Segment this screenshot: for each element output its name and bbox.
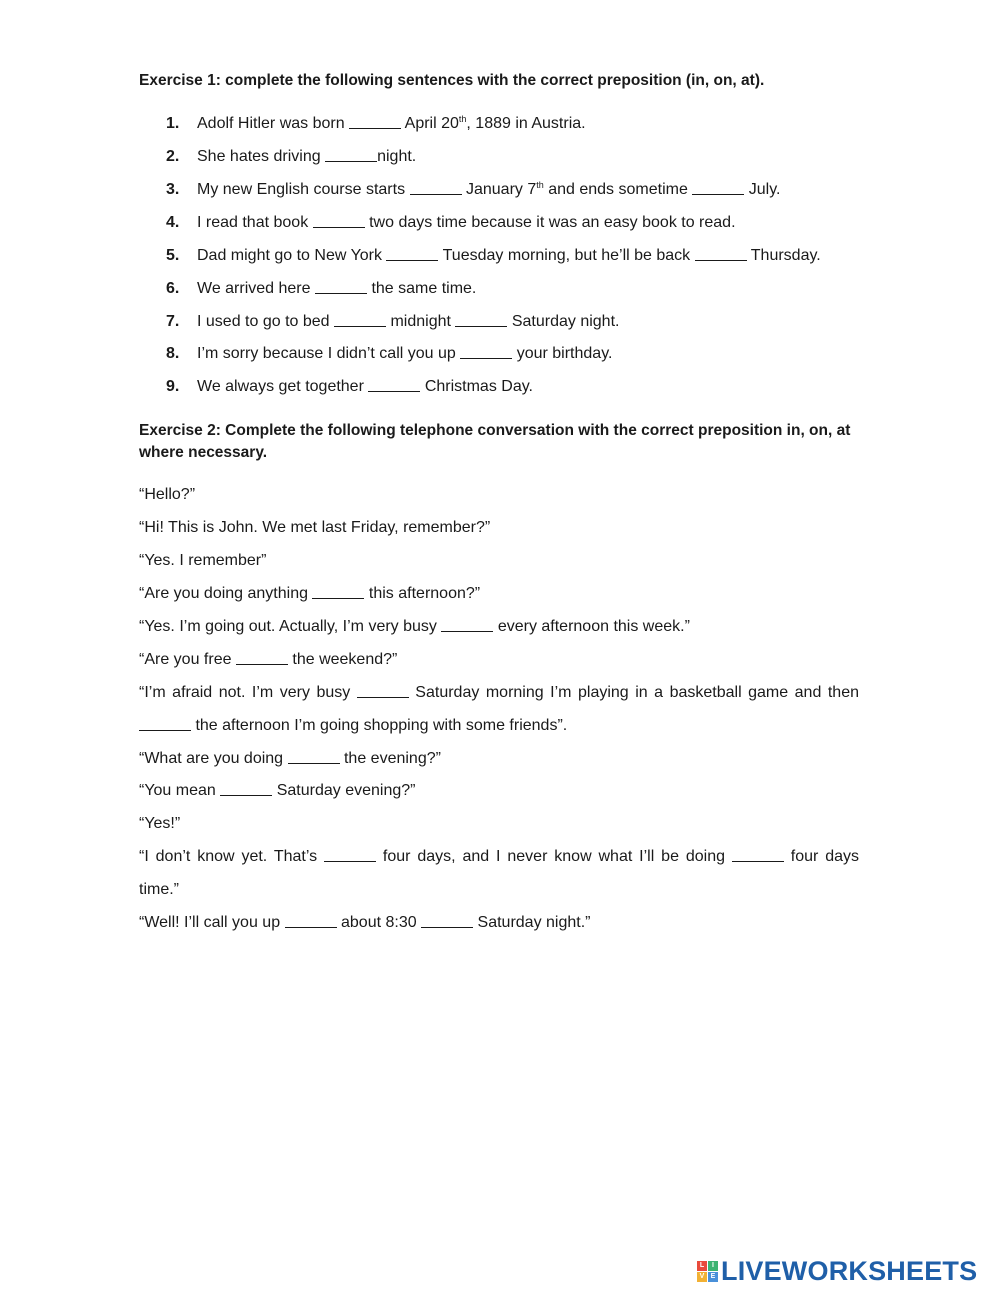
conversation-line: “Hi! This is John. We met last Friday, remember?” bbox=[139, 519, 491, 536]
item-number: 5. bbox=[166, 247, 180, 264]
conversation-line: “Well! I’ll call you up about 8:30 Saturday night.” bbox=[139, 914, 591, 931]
sentence-text: I used to go to bed midnight Saturday night. bbox=[197, 313, 620, 330]
logo-block: L bbox=[697, 1261, 707, 1271]
answer-blank[interactable] bbox=[410, 179, 462, 195]
sentence-text: I’m sorry because I didn’t call you up your birthday. bbox=[197, 345, 613, 362]
conversation-line: time.” bbox=[139, 881, 179, 898]
answer-blank[interactable] bbox=[695, 245, 747, 261]
sentence-text: She hates driving night. bbox=[197, 148, 417, 165]
logo-block: I bbox=[708, 1261, 718, 1271]
answer-blank[interactable] bbox=[368, 376, 420, 392]
answer-blank[interactable] bbox=[313, 212, 365, 228]
answer-blank[interactable] bbox=[349, 113, 401, 129]
liveworksheets-logo[interactable] bbox=[697, 1256, 977, 1286]
answer-blank[interactable] bbox=[285, 912, 337, 928]
sentence-text: Adolf Hitler was born April 20th, 1889 in Austria. bbox=[197, 114, 586, 132]
sentence-text: I read that book two days time because it was an easy book to read. bbox=[197, 214, 736, 231]
answer-blank[interactable] bbox=[386, 245, 438, 261]
sentence-text: Dad might go to New York Tuesday morning, but he’ll be back Thursday. bbox=[197, 247, 821, 264]
item-number: 4. bbox=[166, 214, 180, 231]
conversation-line: “Yes. I’m going out. Actually, I’m very busy every afternoon this week.” bbox=[139, 618, 690, 635]
item-number: 6. bbox=[166, 280, 180, 297]
answer-blank[interactable] bbox=[236, 649, 288, 665]
conversation-line: “I don’t know yet. That’s four days, and I never know what I’ll be doing four days bbox=[139, 848, 860, 865]
answer-blank[interactable] bbox=[441, 616, 493, 632]
item-number: 8. bbox=[166, 345, 180, 362]
answer-blank[interactable] bbox=[357, 682, 409, 698]
sentence-text: My new English course starts January 7th and ends sometime July. bbox=[197, 180, 781, 198]
item-number: 3. bbox=[166, 181, 180, 198]
item-number: 7. bbox=[166, 313, 180, 330]
answer-blank[interactable] bbox=[334, 311, 386, 327]
exercise-2-title: Exercise 2: Complete the following telephone conversation with the correct preposition in, on, at where necessary. bbox=[139, 422, 851, 461]
logo-blocks-icon bbox=[697, 1261, 718, 1282]
brand-name: LIVEWORKSHEETS bbox=[721, 1255, 978, 1286]
conversation-line: the afternoon I’m going shopping with some friends”. bbox=[139, 715, 859, 737]
exercise-1-title: Exercise 1: complete the following sentences with the correct preposition (in, on, at). bbox=[139, 72, 765, 89]
answer-blank[interactable] bbox=[315, 278, 367, 294]
conversation-line: “Yes!” bbox=[139, 815, 181, 832]
conversation-line: “You mean Saturday evening?” bbox=[139, 782, 416, 799]
answer-blank[interactable] bbox=[288, 748, 340, 764]
sentence-text: We always get together Christmas Day. bbox=[197, 378, 533, 395]
conversation-line: “What are you doing the evening?” bbox=[139, 750, 441, 767]
answer-blank[interactable] bbox=[139, 715, 191, 731]
item-number: 1. bbox=[166, 115, 180, 132]
answer-blank[interactable] bbox=[732, 846, 784, 862]
answer-blank[interactable] bbox=[421, 912, 473, 928]
answer-blank[interactable] bbox=[325, 146, 377, 162]
answer-blank[interactable] bbox=[460, 343, 512, 359]
answer-blank[interactable] bbox=[455, 311, 507, 327]
answer-blank[interactable] bbox=[692, 179, 744, 195]
conversation-line: “I’m afraid not. I’m very busy Saturday morning I’m playing in a basketball game and then bbox=[139, 684, 859, 701]
item-number: 2. bbox=[166, 148, 180, 165]
item-number: 9. bbox=[166, 378, 180, 395]
conversation-line: “Hello?” bbox=[139, 486, 196, 503]
logo-block: E bbox=[708, 1272, 718, 1282]
sentence-text: We arrived here the same time. bbox=[197, 280, 477, 297]
conversation-line: “Are you free the weekend?” bbox=[139, 651, 398, 668]
answer-blank[interactable] bbox=[312, 583, 364, 599]
conversation-line: “Are you doing anything this afternoon?” bbox=[139, 585, 481, 602]
conversation-line: “Yes. I remember” bbox=[139, 552, 267, 569]
answer-blank[interactable] bbox=[324, 846, 376, 862]
answer-blank[interactable] bbox=[220, 780, 272, 796]
logo-block: V bbox=[697, 1272, 707, 1282]
